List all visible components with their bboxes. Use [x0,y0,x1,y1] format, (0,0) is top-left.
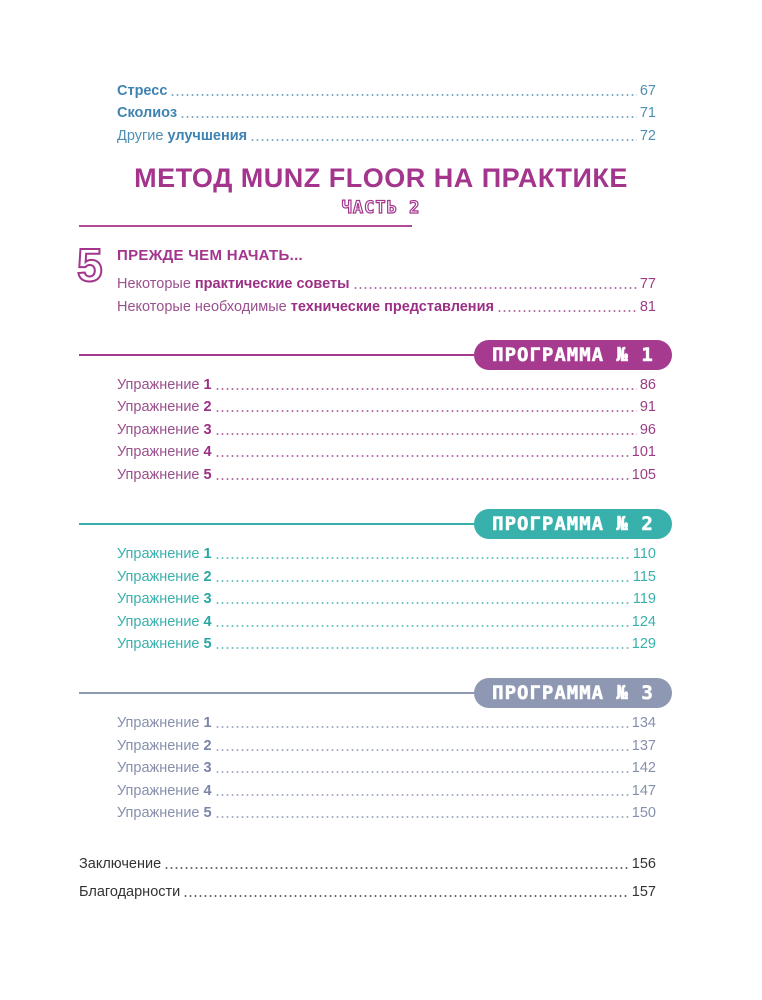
toc-entry-technical-notions[interactable] [117,298,656,316]
toc-page-number: 147 [631,783,656,799]
toc-page-number: 72 [639,128,656,144]
program-2-exercise-3[interactable] [117,590,656,608]
dot-leader [215,580,630,582]
program-1-exercise-4[interactable] [117,443,656,461]
program-3-line [79,692,499,694]
dot-leader [215,794,629,796]
toc-entry-label: Упражнение 2 [117,738,212,754]
toc-page-number: 142 [631,760,656,776]
dot-leader [180,116,637,118]
toc-entry-other-improvements[interactable] [117,127,656,145]
program-2-exercise-4[interactable] [117,613,656,631]
dot-leader [215,602,630,604]
dot-leader [250,139,637,141]
part-subtitle: ЧАСТЬ 2 [341,198,421,218]
program-1-line [79,354,499,356]
toc-entry-acknowledgements[interactable] [79,883,656,901]
toc-entry-practical-tips[interactable] [117,275,656,293]
program-3-exercise-2[interactable] [117,737,656,755]
toc-page-number: 150 [631,805,656,821]
toc-entry-label: Упражнение 1 [117,715,212,731]
toc-page-number: 156 [631,856,656,872]
chapter-title: ПРЕЖДЕ ЧЕМ НАЧАТЬ... [117,247,304,264]
toc-page-number: 71 [639,105,656,121]
program-2-badge: ПРОГРАММА № 2 [474,509,672,539]
program-2-exercise-2[interactable] [117,568,656,586]
dot-leader [215,625,629,627]
toc-entry-label: Заключение [79,856,162,872]
toc-entry-label: Упражнение 4 [117,783,212,799]
toc-page-number: 119 [632,591,656,607]
program-1-exercise-1[interactable] [117,376,656,394]
program-3-exercise-3[interactable] [117,759,656,777]
dot-leader [215,410,637,412]
toc-entry-label: Другие улучшения [117,128,248,144]
toc-page-number: 81 [639,299,656,315]
toc-entry-label: Некоторые необходимые технические представления [117,299,494,315]
toc-entry-conclusion[interactable] [79,855,656,873]
toc-page-number: 67 [639,83,656,99]
toc-page-number: 115 [632,569,656,585]
program-2-line [79,523,499,525]
program-3-exercise-4[interactable] [117,782,656,800]
program-3-exercise-1[interactable] [117,714,656,732]
program-1-exercise-5[interactable] [117,466,656,484]
toc-entry-label: Упражнение 5 [117,805,212,821]
toc-entry-label: Благодарности [79,884,181,900]
part-title: МЕТОД MUNZ FLOOR НА ПРАКТИКЕ [134,163,628,193]
toc-page-number: 105 [631,467,656,483]
dot-leader [183,895,629,897]
dot-leader [215,771,629,773]
toc-page-number: 96 [639,422,656,438]
dot-leader [170,94,636,96]
toc-entry-label: Упражнение 2 [117,399,212,415]
dot-leader [215,433,637,435]
toc-entry-label: Некоторые практические советы [117,276,350,292]
program-1-exercise-3[interactable] [117,421,656,439]
toc-entry-label: Упражнение 5 [117,636,212,652]
toc-entry-label: Упражнение 3 [117,422,212,438]
dot-leader [215,749,629,751]
program-2-exercise-1[interactable] [117,545,656,563]
part-divider [79,225,412,227]
dot-leader [215,726,629,728]
dot-leader [215,647,629,649]
toc-page-number: 124 [631,614,656,630]
toc-page-number: 91 [639,399,656,415]
dot-leader [497,310,637,312]
toc-entry-label: Упражнение 4 [117,444,212,460]
toc-page-number: 134 [631,715,656,731]
program-3-exercise-5[interactable] [117,804,656,822]
toc-entry-label: Сколиоз [117,105,178,121]
toc-page-number: 86 [639,377,656,393]
toc-entry-label: Упражнение 2 [117,569,212,585]
chapter-number: 5 [77,239,103,291]
toc-page-number: 157 [631,884,656,900]
dot-leader [215,455,629,457]
dot-leader [164,867,629,869]
toc-entry-label: Упражнение 4 [117,614,212,630]
program-2-exercise-5[interactable] [117,635,656,653]
toc-page-number: 101 [631,444,656,460]
toc-page-number: 129 [631,636,656,652]
program-3-badge: ПРОГРАММА № 3 [474,678,672,708]
dot-leader [215,388,637,390]
toc-entry-label: Упражнение 1 [117,377,212,393]
toc-entry-stress[interactable] [117,82,656,100]
toc-entry-label: Упражнение 5 [117,467,212,483]
dot-leader [353,287,637,289]
toc-page-number: 110 [632,546,656,562]
toc-entry-label: Стресс [117,83,168,99]
dot-leader [215,816,629,818]
toc-page-number: 137 [631,738,656,754]
program-1-badge: ПРОГРАММА № 1 [474,340,672,370]
toc-entry-scoliosis[interactable] [117,104,656,122]
toc-entry-label: Упражнение 1 [117,546,212,562]
toc-entry-label: Упражнение 3 [117,760,212,776]
dot-leader [215,557,630,559]
toc-page-number: 77 [639,276,656,292]
program-1-exercise-2[interactable] [117,398,656,416]
dot-leader [215,478,629,480]
toc-entry-label: Упражнение 3 [117,591,212,607]
